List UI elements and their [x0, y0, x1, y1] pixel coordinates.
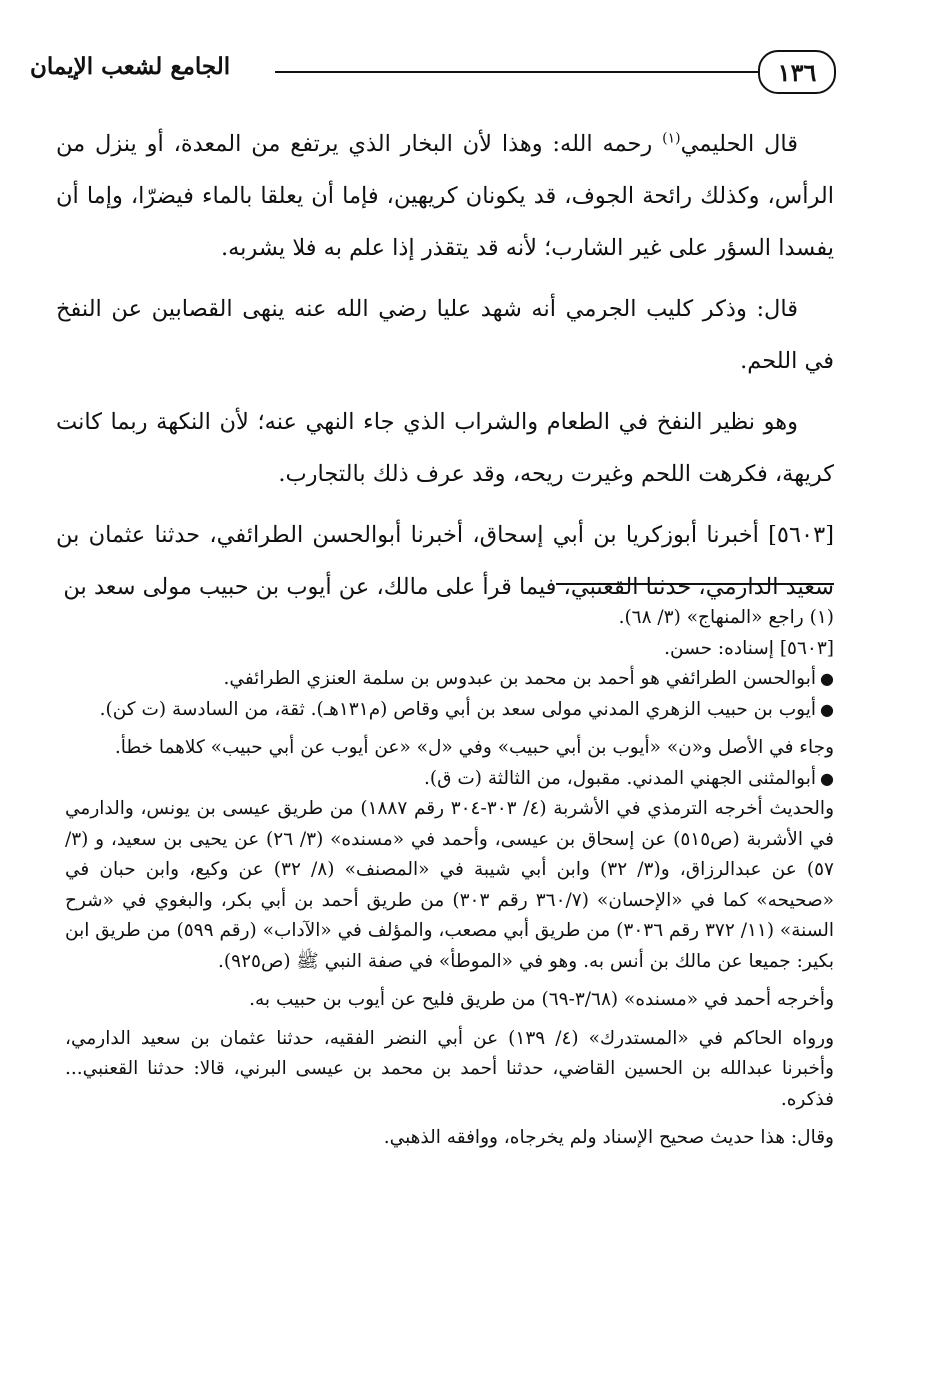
footnote-1: (١) راجع «المنهاج» (٣/ ٦٨).: [618, 607, 834, 628]
manuscript-variant-note: وجاء في الأصل و«ن» «أيوب بن أبي حبيب» وفي «ل» «عن أيوب عن أبي حبيب» كلاهما خطأ.: [114, 737, 834, 758]
page-header: [30, 50, 836, 106]
takhrij-paragraph: والحديث أخرجه الترمذي في الأشربة (٤/ ٣٠٣-٣٠٤ رقم ١٨٨٧) من طريق عيسى بن يونس، والدارمي في الأشربة (ص٥١٥) عن إسحاق بن عيسى، وأحمد في «مسنده» (٣/ ٢٦) عن يحيى بن سعيد، و (٣/ ٥٧) عن عبدالرزاق، و(٣/ ٣٢) وابن أبي شيبة في «المصنف» (٨/ ٣٢) عن وكيع، وابن حبان في «صحيحه» كما في «الإحسان» (٣٦٠/٧ رقم ٣٠٣) من طريق أحمد بن أبي بكر، والبغوي في «شرح السنة» (١١/ ٣٧٢ رقم ٣٠٣٦) من طريق أبي مصعب، والمؤلف في «الآداب» (رقم ٥٩٩) من طريق ابن بكير: جميعا عن مالك بن أنس به. وهو في «الموطأ» في صفة النبي ﷺ (ص٩٢٥).: [65, 798, 835, 972]
paragraph-analogy: وهو نظير النفخ في الطعام والشراب الذي جاء النهي عنه؛ لأن النكهة ربما كانت كريهة، فكرهت اللحم وغيرت ريحه، وقد عرف ذلك بالتجارب.: [56, 409, 834, 487]
page-number: ١٣٦: [758, 50, 836, 94]
takhrij-paragraph: ورواه الحاكم في «المستدرك» (٤/ ١٣٩) عن أبي النضر الفقيه، حدثنا عثمان بن سعيد الدارمي، وأخبرنا عبدالله بن الحسين القاضي، حدثنا أحمد بن محمد بن عيسى البرني، قالا: حدثنا القعنبي... فذكره.: [65, 1027, 835, 1110]
paragraph-halimi-rest: رحمه الله: وهذا لأن البخار الذي يرتفع من المعدة، أو ينزل من الرأس، وكذلك رائحة الجوف، قد يكونان كريهين، فإما أن يعلقا بالماء فيضرّا، وإما أن يفسدا السؤر على غير الشارب؛ لأنه قد يتقذر إذا علم به فلا يشربه.: [56, 131, 834, 261]
bullet-icon: ●: [820, 699, 834, 719]
takhrij-paragraph: وأخرجه أحمد في «مسنده» (٣/٦٨-٦٩) من طريق فليح عن أيوب بن حبيب به.: [249, 989, 834, 1010]
narrator-text: أبوالمثنى الجهني المدني. مقبول، من الثالثة (ت ق).: [424, 767, 816, 789]
book-title: الجامع لشعب الإيمان: [30, 53, 231, 80]
paragraph-kulaib: قال: وذكر كليب الجرمي أنه شهد عليا رضي الله عنه ينهى القصابين عن النفخ في اللحم.: [56, 296, 834, 374]
footnotes: [65, 603, 834, 1154]
footnote-separator: [556, 583, 834, 585]
paragraph-hadith-5603: [٥٦٠٣] أخبرنا أبوزكريا بن أبي إسحاق، أخبرنا أبوالحسن الطرائفي، حدثنا عثمان بن سعيد الدارمي، حدثنا القعنبي، فيما قرأ على مالك، عن أيوب بن حبيب مولى سعد بن: [56, 522, 834, 600]
paragraph-halimi-start: قال الحليمي: [680, 131, 798, 157]
isnad-grade: [٥٦٠٣] إسناده: حسن.: [664, 637, 834, 659]
narrator-text: أيوب بن حبيب الزهري المدني مولى سعد بن أبي وقاص (م١٣١هـ). ثقة، من السادسة (ت كن).: [99, 698, 816, 720]
bullet-icon: ●: [820, 669, 834, 688]
narrator-list: [65, 664, 834, 725]
main-text: [56, 118, 834, 622]
paragraph-halimi: [56, 118, 834, 274]
header-rule: [275, 71, 758, 73]
narrator-item: [65, 664, 834, 695]
bullet-icon: ●: [820, 768, 834, 788]
narrator-text: أبوالحسن الطرائفي هو أحمد بن محمد بن عبدوس بن سلمة العنزي الطرائفي.: [223, 668, 816, 689]
footnote-ref-1: (١): [662, 130, 681, 147]
narrator-list: [65, 764, 834, 795]
narrator-item: [65, 695, 834, 726]
narrator-item: [65, 764, 834, 795]
takhrij-paragraph: وقال: هذا حديث صحيح الإسناد ولم يخرجاه، ووافقه الذهبي.: [383, 1127, 834, 1148]
